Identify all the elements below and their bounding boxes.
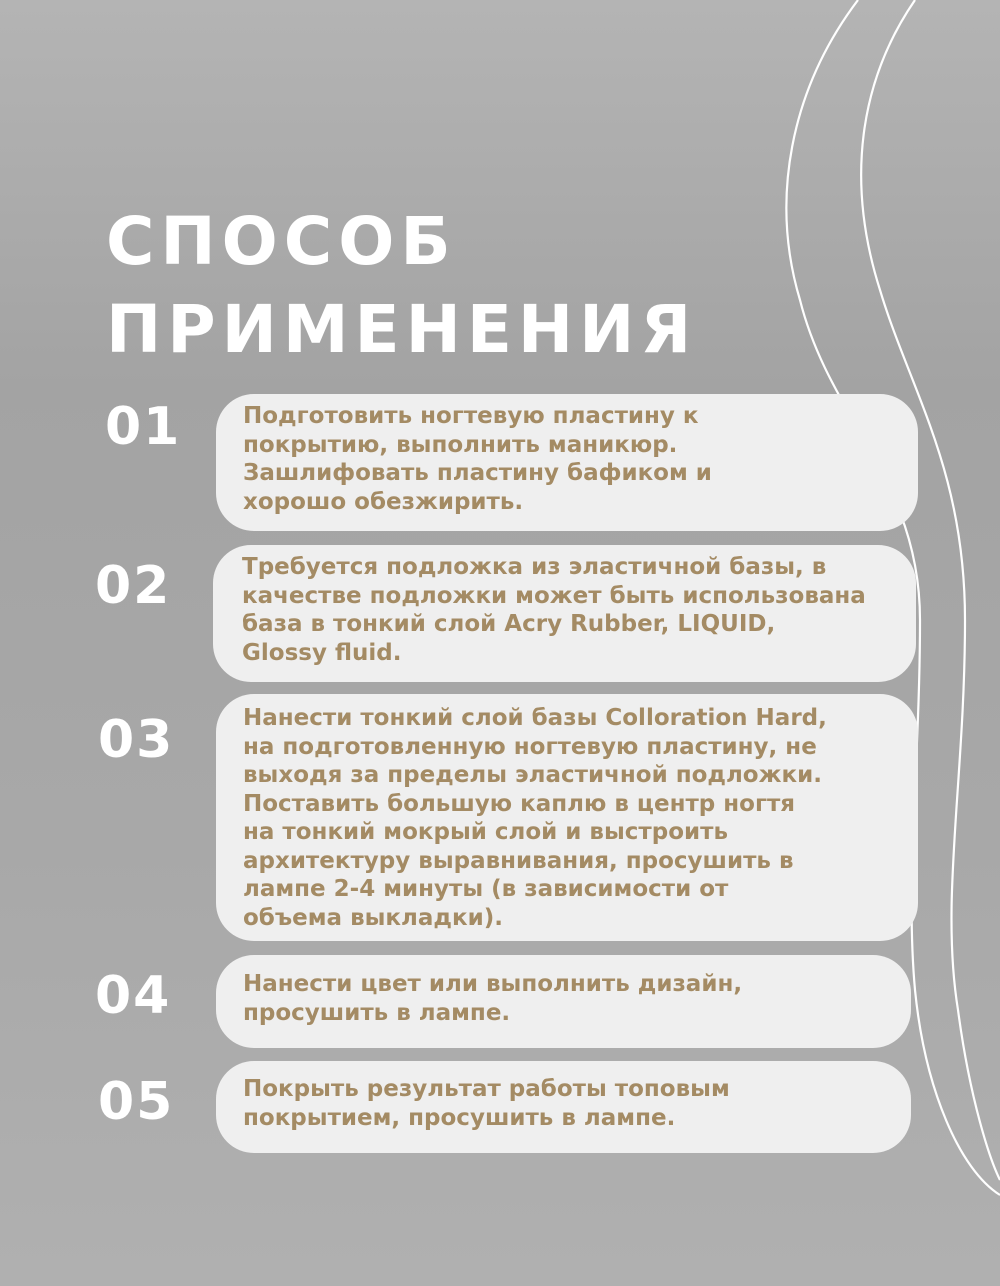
step-number: 03 xyxy=(98,710,175,770)
step-text-card: Нанести цвет или выполнить дизайн, просушить в лампе. xyxy=(216,955,911,1048)
step-text-card: Требуется подложка из эластичной базы, в качестве подложки может быть использована база в тонкий слой Acry Rubber, LIQUID, Glossy fluid. xyxy=(213,545,916,682)
page-title-line-1: СПОСОБ xyxy=(106,203,457,280)
page-title xyxy=(106,198,697,374)
step-number: 04 xyxy=(95,966,172,1026)
step-text-card: Подготовить ногтевую пластину к покрытию, выполнить маникюр. Зашлифовать пластину бафиком и хорошо обезжирить. xyxy=(216,394,918,531)
step-text-card: Нанести тонкий слой базы Colloration Hard, на подготовленную ногтевую пластину, не выходя за пределы эластичной подложки. Поставить большую каплю в центр ногтя на тонкий мокрый слой и выстроить архитектуру выравнивания, просушить в лампе 2-4 минуты (в зависимости от объема выкладки). xyxy=(216,694,918,941)
step-text-card: Покрыть результат работы топовым покрытием, просушить в лампе. xyxy=(216,1061,911,1153)
step-number: 01 xyxy=(105,397,182,457)
page-title-line-2: ПРИМЕНЕНИЯ xyxy=(106,291,698,368)
step-number: 05 xyxy=(98,1072,175,1132)
step-number: 02 xyxy=(95,556,172,616)
